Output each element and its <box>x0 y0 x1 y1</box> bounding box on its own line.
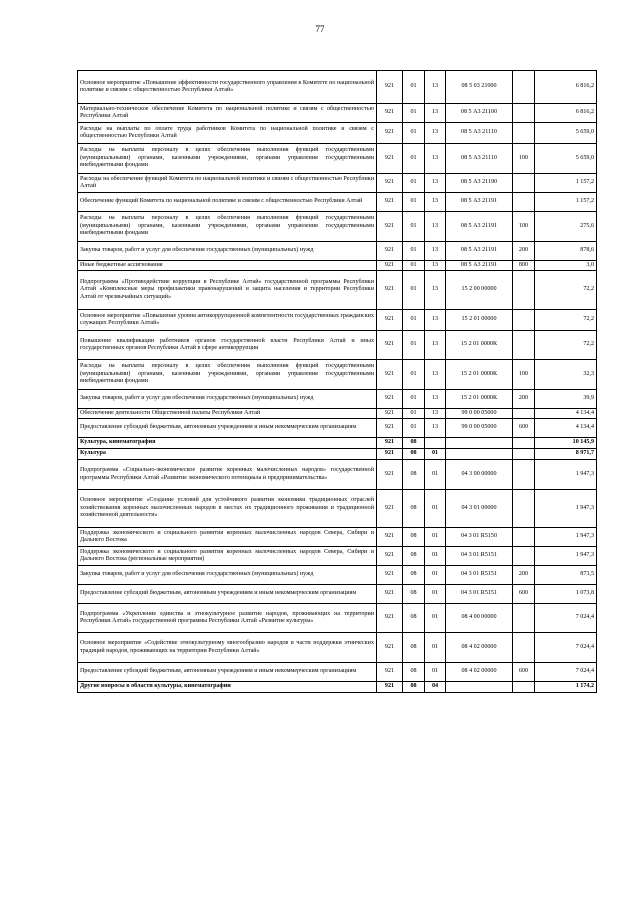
table-row <box>78 144 597 174</box>
row-subsection-code <box>425 438 446 449</box>
row-subsection-code: 01 <box>425 528 446 547</box>
row-name: Повышение квалификации работников органов государственной власти Республики Алтай и иных государственных органов Республики Алтай в сфере антикоррупции <box>78 331 377 360</box>
row-subsection-code: 13 <box>425 390 446 409</box>
row-section-code: 01 <box>403 104 425 123</box>
row-expense-type-code <box>513 271 535 310</box>
row-amount: 7 024,4 <box>535 604 597 633</box>
row-expense-type-code <box>513 174 535 193</box>
table-row <box>78 460 597 490</box>
row-expense-type-code <box>513 460 535 490</box>
table-row <box>78 604 597 633</box>
row-subsection-code: 13 <box>425 193 446 212</box>
row-grbs-code: 921 <box>377 409 403 419</box>
row-section-code: 08 <box>403 547 425 566</box>
row-target-article-code: 15 2 01 0000К <box>446 390 513 409</box>
row-target-article-code: 08 5 А3 21190 <box>446 174 513 193</box>
row-name: Культура, кинематография <box>78 438 377 449</box>
table-row <box>78 528 597 547</box>
row-subsection-code: 13 <box>425 409 446 419</box>
row-expense-type-code <box>513 528 535 547</box>
row-section-code: 01 <box>403 271 425 310</box>
table-row <box>78 310 597 331</box>
row-name: Основное мероприятие «Содействие этнокультурному многообразию народов в части поддержки этнических традиций народов, проживающих на территории Республики Алтай» <box>78 633 377 663</box>
row-name: Предоставление субсидий бюджетным, автономным учреждениям и иным некоммерческим организациям <box>78 419 377 438</box>
row-name: Поддержка экономического и социального развития коренных малочисленных народов Севера, Сибири и Дальнего Востока <box>78 528 377 547</box>
row-target-article-code: 04 3 00 00000 <box>446 460 513 490</box>
row-expense-type-code <box>513 409 535 419</box>
row-name: Подпрограмма «Социально-экономическое развитие коренных малочисленных народов» государственной программы Республики Алтай «Развитие экономического потенциала и предпринимательства» <box>78 460 377 490</box>
row-section-code: 01 <box>403 174 425 193</box>
row-section-code: 01 <box>403 144 425 174</box>
row-section-code: 01 <box>403 409 425 419</box>
row-grbs-code: 921 <box>377 71 403 104</box>
row-name: Иные бюджетные ассигнования <box>78 261 377 271</box>
row-target-article-code: 08 5 А3 21191 <box>446 212 513 242</box>
row-name: Основное мероприятие «Повышение уровня антикоррупционной компетентности государственных гражданских служащих Республики Алтай» <box>78 310 377 331</box>
row-section-code: 08 <box>403 438 425 449</box>
row-grbs-code: 921 <box>377 528 403 547</box>
row-expense-type-code: 600 <box>513 663 535 682</box>
row-target-article-code: 08 4 02 00000 <box>446 633 513 663</box>
table-row <box>78 71 597 104</box>
table-row <box>78 682 597 693</box>
row-target-article-code: 08 5 А3 21191 <box>446 261 513 271</box>
row-expense-type-code <box>513 71 535 104</box>
row-expense-type-code: 100 <box>513 144 535 174</box>
row-expense-type-code: 200 <box>513 390 535 409</box>
row-section-code: 01 <box>403 360 425 390</box>
row-grbs-code: 921 <box>377 144 403 174</box>
table-row <box>78 409 597 419</box>
row-section-code: 08 <box>403 585 425 604</box>
page-number: 77 <box>315 24 325 34</box>
row-expense-type-code: 200 <box>513 242 535 261</box>
row-subsection-code: 13 <box>425 419 446 438</box>
row-subsection-code: 13 <box>425 123 446 144</box>
row-grbs-code: 921 <box>377 360 403 390</box>
row-expense-type-code <box>513 438 535 449</box>
row-name: Закупка товаров, работ и услуг для обеспечения государственных (муниципальных) нужд <box>78 242 377 261</box>
row-grbs-code: 921 <box>377 331 403 360</box>
table-row <box>78 212 597 242</box>
row-expense-type-code <box>513 123 535 144</box>
table-row <box>78 360 597 390</box>
row-target-article-code: 08 5 А3 21191 <box>446 242 513 261</box>
row-section-code: 01 <box>403 419 425 438</box>
row-grbs-code: 921 <box>377 460 403 490</box>
row-grbs-code: 921 <box>377 490 403 528</box>
table-row <box>78 390 597 409</box>
row-subsection-code: 13 <box>425 271 446 310</box>
table-row <box>78 271 597 310</box>
row-section-code: 01 <box>403 310 425 331</box>
row-expense-type-code <box>513 633 535 663</box>
row-expense-type-code: 100 <box>513 360 535 390</box>
row-name: Основное мероприятие «Создание условий для устойчивого развития экономики традиционных отраслей хозяйствования коренных малочисленных народов в местах их традиционного проживания и традиционной хозяйственной деятельности» <box>78 490 377 528</box>
row-target-article-code: 08 5 А3 21110 <box>446 144 513 174</box>
row-section-code: 08 <box>403 528 425 547</box>
row-subsection-code: 13 <box>425 261 446 271</box>
row-name: Предоставление субсидий бюджетным, автономным учреждениям и иным некоммерческим организациям <box>78 663 377 682</box>
row-section-code: 08 <box>403 566 425 585</box>
table-row <box>78 566 597 585</box>
row-target-article-code: 15 2 01 0000К <box>446 331 513 360</box>
row-grbs-code: 921 <box>377 123 403 144</box>
row-amount: 878,6 <box>535 242 597 261</box>
row-name: Обеспечение деятельности Общественной палаты Республики Алтай <box>78 409 377 419</box>
row-subsection-code: 01 <box>425 604 446 633</box>
table-row <box>78 193 597 212</box>
row-amount: 32,3 <box>535 360 597 390</box>
row-subsection-code: 01 <box>425 490 446 528</box>
row-section-code: 01 <box>403 242 425 261</box>
row-section-code: 01 <box>403 193 425 212</box>
row-expense-type-code <box>513 193 535 212</box>
row-grbs-code: 921 <box>377 310 403 331</box>
row-subsection-code: 04 <box>425 682 446 693</box>
table-row <box>78 331 597 360</box>
row-expense-type-code: 600 <box>513 585 535 604</box>
row-grbs-code: 921 <box>377 261 403 271</box>
row-target-article-code <box>446 438 513 449</box>
row-subsection-code: 13 <box>425 331 446 360</box>
row-grbs-code: 921 <box>377 682 403 693</box>
row-grbs-code: 921 <box>377 104 403 123</box>
row-name: Другие вопросы в области культуры, кинематографии <box>78 682 377 693</box>
row-subsection-code: 01 <box>425 566 446 585</box>
table-row <box>78 242 597 261</box>
row-target-article-code <box>446 682 513 693</box>
row-target-article-code: 15 2 01 00000 <box>446 310 513 331</box>
row-target-article-code: 99 0 00 05000 <box>446 409 513 419</box>
row-amount: 1 947,3 <box>535 460 597 490</box>
row-section-code: 08 <box>403 460 425 490</box>
row-subsection-code: 01 <box>425 547 446 566</box>
row-amount: 3,0 <box>535 261 597 271</box>
row-name: Подпрограмма «Противодействие коррупции в Республике Алтай» государственной программы Республики Алтай «Комплексные меры профилактики правонарушений и защита населения и территории Республики Алтай от чрезвычайных ситуаций» <box>78 271 377 310</box>
row-name: Расходы на выплаты персоналу в целях обеспечения выполнения функций государственными (муниципальными) органами, казенными учреждениями, органами управления государственными внебюджетными фондами <box>78 360 377 390</box>
row-amount: 72,2 <box>535 271 597 310</box>
row-target-article-code: 15 2 01 0000К <box>446 360 513 390</box>
table-row <box>78 261 597 271</box>
row-subsection-code: 13 <box>425 212 446 242</box>
row-subsection-code: 01 <box>425 449 446 460</box>
row-subsection-code: 13 <box>425 360 446 390</box>
row-expense-type-code <box>513 449 535 460</box>
row-grbs-code: 921 <box>377 604 403 633</box>
table-row <box>78 123 597 144</box>
row-section-code: 01 <box>403 212 425 242</box>
row-target-article-code: 08 4 00 00000 <box>446 604 513 633</box>
row-expense-type-code <box>513 682 535 693</box>
row-grbs-code: 921 <box>377 242 403 261</box>
row-target-article-code: 08 5 А3 21110 <box>446 123 513 144</box>
row-expense-type-code <box>513 547 535 566</box>
row-name: Основное мероприятие «Повышение эффективности государственного управления в Комитете по национальной политике и связям с общественностью Республики Алтай» <box>78 71 377 104</box>
row-amount: 5 659,0 <box>535 123 597 144</box>
row-section-code: 01 <box>403 71 425 104</box>
row-subsection-code: 13 <box>425 144 446 174</box>
row-amount: 1 157,2 <box>535 174 597 193</box>
table-row <box>78 438 597 449</box>
row-target-article-code <box>446 449 513 460</box>
row-target-article-code: 04 3 01 R5150 <box>446 528 513 547</box>
row-amount: 6 816,2 <box>535 104 597 123</box>
row-amount: 1 947,3 <box>535 490 597 528</box>
row-section-code: 08 <box>403 633 425 663</box>
table-row <box>78 174 597 193</box>
row-grbs-code: 921 <box>377 663 403 682</box>
row-expense-type-code: 800 <box>513 261 535 271</box>
row-amount: 6 816,2 <box>535 71 597 104</box>
row-target-article-code: 08 5 А3 21100 <box>446 104 513 123</box>
row-target-article-code: 04 3 01 00000 <box>446 490 513 528</box>
row-name: Подпрограмма «Укрепление единства и этнокультурное развитие народов, проживающих на территории Республики Алтай» государственной программы Республики Алтай «Развитие культуры» <box>78 604 377 633</box>
row-grbs-code: 921 <box>377 193 403 212</box>
row-target-article-code: 04 3 01 R5151 <box>446 547 513 566</box>
row-target-article-code: 08 5 03 21000 <box>446 71 513 104</box>
row-amount: 8 971,7 <box>535 449 597 460</box>
row-name: Культура <box>78 449 377 460</box>
row-name: Расходы на выплаты персоналу в целях обеспечения выполнения функций государственными (муниципальными) органами, казенными учреждениями, органами управления государственными внебюджетными фондами <box>78 212 377 242</box>
row-amount: 39,9 <box>535 390 597 409</box>
row-section-code: 08 <box>403 449 425 460</box>
row-amount: 7 024,4 <box>535 633 597 663</box>
row-amount: 4 134,4 <box>535 409 597 419</box>
row-grbs-code: 921 <box>377 438 403 449</box>
row-amount: 1 947,3 <box>535 547 597 566</box>
row-expense-type-code: 100 <box>513 212 535 242</box>
row-name: Расходы на выплаты по оплате труда работников Комитета по национальной политике и связям с общественностью Республики Алтай <box>78 123 377 144</box>
row-amount: 5 659,0 <box>535 144 597 174</box>
table-row <box>78 490 597 528</box>
row-expense-type-code: 200 <box>513 566 535 585</box>
row-section-code: 08 <box>403 490 425 528</box>
row-amount: 72,2 <box>535 331 597 360</box>
row-grbs-code: 921 <box>377 547 403 566</box>
row-amount: 275,6 <box>535 212 597 242</box>
row-name: Материально-техническое обеспечение Комитета по национальной политике и связям с общественностью Республики Алтай <box>78 104 377 123</box>
row-section-code: 08 <box>403 682 425 693</box>
row-amount: 4 134,4 <box>535 419 597 438</box>
row-section-code: 01 <box>403 390 425 409</box>
row-section-code: 01 <box>403 123 425 144</box>
table-row <box>78 633 597 663</box>
table-row <box>78 449 597 460</box>
table-row <box>78 419 597 438</box>
row-expense-type-code <box>513 310 535 331</box>
row-name: Расходы на обеспечение функций Комитета по национальной политике и связям с общественностью Республики Алтай <box>78 174 377 193</box>
row-expense-type-code <box>513 104 535 123</box>
row-amount: 72,2 <box>535 310 597 331</box>
row-grbs-code: 921 <box>377 390 403 409</box>
row-subsection-code: 13 <box>425 174 446 193</box>
row-target-article-code: 08 4 02 00000 <box>446 663 513 682</box>
row-section-code: 08 <box>403 604 425 633</box>
row-grbs-code: 921 <box>377 585 403 604</box>
row-grbs-code: 921 <box>377 212 403 242</box>
row-expense-type-code <box>513 604 535 633</box>
row-amount: 7 024,4 <box>535 663 597 682</box>
row-name: Обеспечение функций Комитета по национальной политике и связям с общественностью Республики Алтай <box>78 193 377 212</box>
row-name: Расходы на выплаты персоналу в целях обеспечения выполнения функций государственными (муниципальными) органами, казенными учреждениями, органами управления государственными внебюджетными фондами <box>78 144 377 174</box>
row-expense-type-code: 600 <box>513 419 535 438</box>
table-row <box>78 663 597 682</box>
row-name: Предоставление субсидий бюджетным, автономным учреждениям и иным некоммерческим организациям <box>78 585 377 604</box>
row-section-code: 01 <box>403 331 425 360</box>
row-amount: 873,5 <box>535 566 597 585</box>
row-target-article-code: 15 2 00 00000 <box>446 271 513 310</box>
row-subsection-code: 01 <box>425 663 446 682</box>
row-name: Поддержка экономического и социального развития коренных малочисленных народов Севера, Сибири и Дальнего Востока (региональные мероприятия) <box>78 547 377 566</box>
row-grbs-code: 921 <box>377 419 403 438</box>
row-target-article-code: 99 0 00 05000 <box>446 419 513 438</box>
row-grbs-code: 921 <box>377 174 403 193</box>
row-grbs-code: 921 <box>377 271 403 310</box>
row-section-code: 08 <box>403 663 425 682</box>
row-subsection-code: 01 <box>425 633 446 663</box>
row-amount: 1 073,8 <box>535 585 597 604</box>
table-row <box>78 585 597 604</box>
row-subsection-code: 01 <box>425 585 446 604</box>
row-amount: 10 145,9 <box>535 438 597 449</box>
row-subsection-code: 13 <box>425 71 446 104</box>
row-expense-type-code <box>513 331 535 360</box>
row-amount: 1 157,2 <box>535 193 597 212</box>
row-name: Закупка товаров, работ и услуг для обеспечения государственных (муниципальных) нужд <box>78 390 377 409</box>
budget-table <box>77 70 597 693</box>
table-row <box>78 547 597 566</box>
row-subsection-code: 01 <box>425 460 446 490</box>
row-amount: 1 947,3 <box>535 528 597 547</box>
row-target-article-code: 08 5 А3 21191 <box>446 193 513 212</box>
table-row <box>78 104 597 123</box>
row-subsection-code: 13 <box>425 242 446 261</box>
row-target-article-code: 04 3 01 R5151 <box>446 566 513 585</box>
row-grbs-code: 921 <box>377 449 403 460</box>
row-grbs-code: 921 <box>377 566 403 585</box>
row-section-code: 01 <box>403 261 425 271</box>
row-amount: 1 174,2 <box>535 682 597 693</box>
row-name: Закупка товаров, работ и услуг для обеспечения государственных (муниципальных) нужд <box>78 566 377 585</box>
row-expense-type-code <box>513 490 535 528</box>
row-subsection-code: 13 <box>425 104 446 123</box>
row-target-article-code: 04 3 01 R5151 <box>446 585 513 604</box>
row-grbs-code: 921 <box>377 633 403 663</box>
row-subsection-code: 13 <box>425 310 446 331</box>
